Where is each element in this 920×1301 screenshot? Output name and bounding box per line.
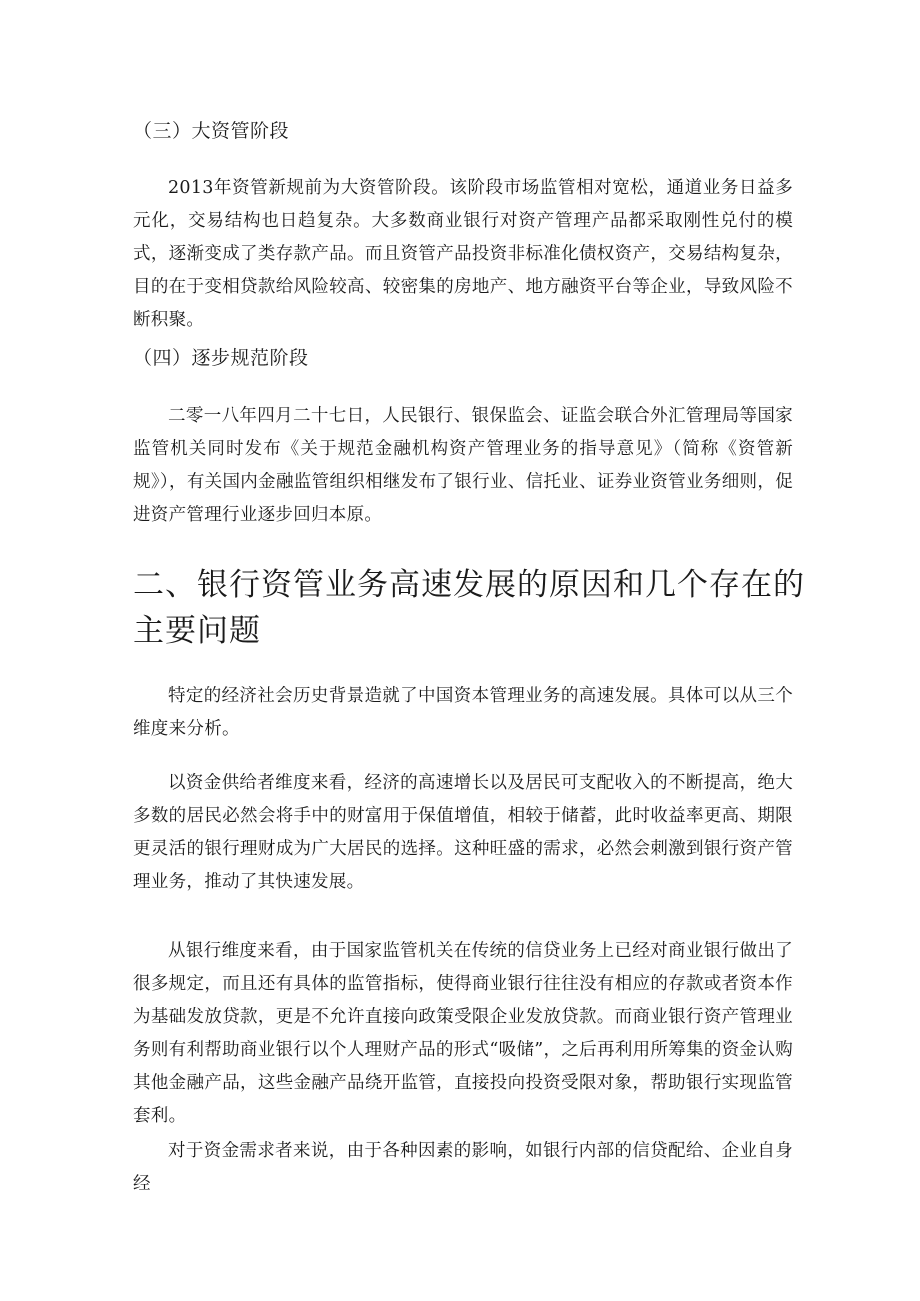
paragraph-2013-stage: 2013年资管新规前为大资管阶段。该阶段市场监管相对宽松，通道业务日益多元化，交易结构也日趋复杂。大多数商业银行对资产管理产品都采取刚性兑付的模式，逐渐变成了类存款产品。而且资管产品投资非标准化债权资产，交易结构复杂，目的在于变相贷款给风险较高、较密集的房地产、地方融资平台等企业，导致风险不断积聚。: [133, 178, 793, 330]
paragraph-three-dimensions: 特定的经济社会历史背景造就了中国资本管理业务的高速发展。具体可以从三个维度来分析。: [133, 686, 793, 739]
paragraph-2018-regulation: 二零一八年四月二十七日，人民银行、银保监会、证监会联合外汇管理局等国家监管机关同时发布《关于规范金融机构资产管理业务的指导意见》（简称《资管新规》），有关国内金融监管组织相继发布了银行业、信托业、证券业资管业务细则，促进资产管理行业逐步回归本原。: [133, 406, 793, 525]
section-title-reasons-and-problems: 二、银行资管业务高速发展的原因和几个存在的主要问题: [133, 567, 805, 649]
paragraph-bank-dimension: 从银行维度来看，由于国家监管机关在传统的信贷业务上已经对商业银行做出了很多规定，而且还有具体的监管指标，使得商业银行往往没有相应的存款或者资本作为基础发放贷款，更是不允许直接向政策受限企业发放贷款。而商业银行资产管理业务则有利帮助商业银行以个人理财产品的形式“吸储”，之后再利用所筹集的资金认购其他金融产品，这些金融产品绕开监管，直接投向投资受限对象，帮助银行实现监管套利。: [133, 941, 793, 1126]
paragraph-fund-supplier-dimension: 以资金供给者维度来看，经济的高速增长以及居民可支配收入的不断提高，绝大多数的居民必然会将手中的财富用于保值增值，相较于储蓄，此时收益率更高、期限更灵活的银行理财成为广大居民的选择。这种旺盛的需求，必然会刺激到银行资产管理业务，推动了其快速发展。: [133, 773, 793, 892]
subheading-gradual-regulation-stage: （四）逐步规范阶段: [133, 347, 309, 369]
paragraph-fund-demander-dimension: 对于资金需求者来说，由于各种因素的影响，如银行内部的信贷配给、企业自身经: [133, 1141, 793, 1194]
subheading-big-asset-management-stage: （三）大资管阶段: [133, 120, 290, 142]
